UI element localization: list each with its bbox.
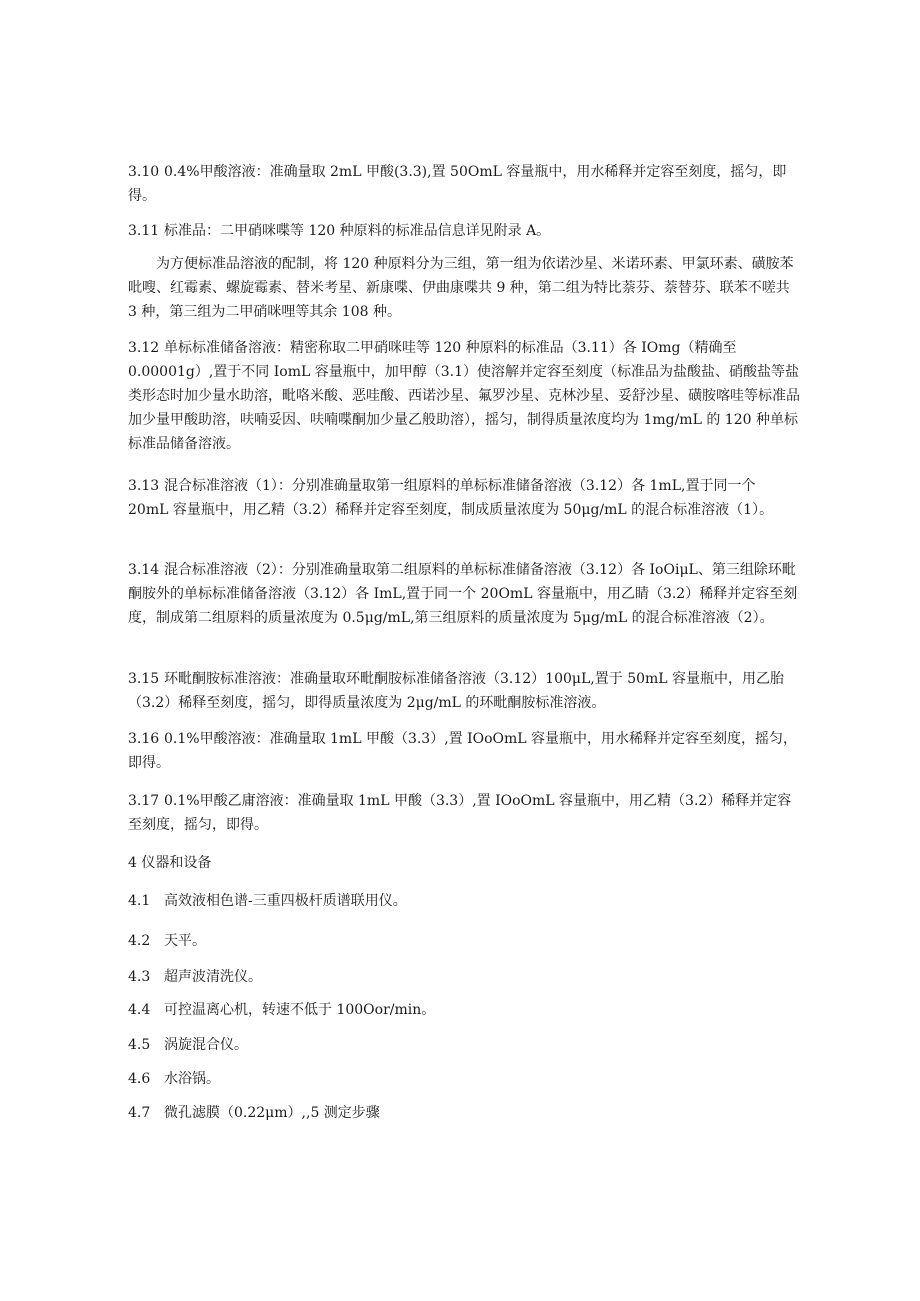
paragraph-grouping	[128, 252, 800, 324]
item-text: 可控温离心机，转速不低于 100Oor/min。	[164, 1002, 436, 1018]
clause-number: 3.17	[128, 793, 160, 809]
clause-text: 环毗酮胺标准溶液：准确量取环毗酮胺标准储备溶液（3.12）100μL,置于 50mL 容量瓶中，用乙胎（3.2）稀释至刻度，摇匀，即得质量浓度为 2μg∕mL 的环毗酮胺标准溶液。	[128, 671, 785, 711]
item-number: 4.6	[128, 1071, 151, 1087]
paragraph-3-12	[128, 336, 800, 456]
equipment-item	[128, 929, 828, 953]
equipment-item	[128, 1067, 828, 1091]
clause-text: 为方便标准品溶液的配制，将 120 种原料分为三组，第一组为依诺沙星、米诺环素、甲氯环素、磺胺苯吡嗖、红霉素、螺旋霉素、替米考星、新康喋、伊曲康喋共 9 种，第二组为特比萘芬、萘替芬、联苯不嗟共 3 种，第三组为二甲硝咪哩等其余 108 种。	[128, 256, 794, 320]
clause-number: 3.10	[128, 164, 160, 180]
equipment-item	[128, 1101, 828, 1125]
clause-text: 混合标准溶液（1）：分别准确量取第一组原料的单标标准储备溶液（3.12）各 1mL,置于同一个 20mL 容量瓶中，用乙精（3.2）稀释并定容至刻度，制成质量浓度为 50μg∕mL 的混合标准溶液（1）。	[128, 478, 774, 518]
clause-number: 3.11	[128, 223, 160, 239]
clause-text: 0.1%甲酸溶液：准确量取 1mL 甲酸（3.3）,置 IOoOmL 容量瓶中，用水稀释并定容至刻度，摇匀，即得。	[128, 731, 798, 771]
equipment-item	[128, 965, 828, 989]
item-number: 4.5	[128, 1037, 151, 1053]
item-number: 4.3	[128, 969, 151, 985]
paragraph-3-14	[128, 558, 800, 630]
item-text: 涡旋混合仪。	[164, 1037, 248, 1053]
clause-text: 标准品：二甲硝咪喋等 120 种原料的标准品信息详见附录 A。	[164, 223, 551, 239]
equipment-item	[128, 998, 828, 1022]
clause-number: 3.13	[128, 478, 160, 494]
paragraph-3-10	[128, 160, 800, 208]
item-number: 4.4	[128, 1002, 151, 1018]
item-text: 水浴锅。	[164, 1071, 220, 1087]
clause-text: 单标标准储备溶液：精密称取二甲硝咪哇等 120 种原料的标准品（3.11）各 IOmg（精确至 0.00001g）,置于不同 IomL 容量瓶中，加甲醇（3.1）使溶解并定容至刻度（标准品为盐酸盐、硝酸盐等盐类形态时加少量水助溶，毗咯米酸、恶哇酸、西诺沙星、氟罗沙星、克林沙星、妥舒沙星、磺胺喀哇等标准品加少量甲酸助溶，呋喃妥因、呋喃喋酮加少量乙般助溶），摇匀，制得质量浓度均为 1mg/mL 的 120 种单标标准品储备溶液。	[128, 340, 800, 452]
clause-number: 3.12	[128, 340, 160, 356]
clause-text: 0.1%甲酸乙庸溶液：准确量取 1mL 甲酸（3.3）,置 IOoOmL 容量瓶中，用乙精（3.2）稀释并定容至刻度，摇匀，即得。	[128, 793, 792, 833]
clause-number: 3.16	[128, 731, 160, 747]
clause-number: 3.15	[128, 671, 160, 687]
clause-text: 混合标准溶液（2）：分别准确量取第二组原料的单标标准储备溶液（3.12）各 IoOiμL、第三组除环毗酮胺外的单标标准储备溶液（3.12）各 ImL,置于同一个 20OmL 容量瓶中，用乙睛（3.2）稀释并定容至刻度，制成第二组原料的质量浓度为 0.5μg∕mL,第三组原料的质量浓度为 5μg∕mL 的混合标准溶液（2）。	[128, 562, 798, 626]
section-heading: 4 仪器和设备	[128, 855, 212, 871]
item-text: 微孔滤膜（0.22μm）,,5 测定步骤	[164, 1105, 380, 1121]
equipment-item	[128, 1033, 828, 1057]
equipment-item	[128, 889, 828, 913]
paragraph-3-15	[128, 667, 800, 715]
item-number: 4.1	[128, 893, 151, 909]
item-text: 高效液相色谱-三重四极杆质谱联用仪。	[164, 893, 407, 909]
item-text: 天平。	[164, 933, 206, 949]
item-text: 超声波清洗仪。	[164, 969, 262, 985]
paragraph-3-11	[128, 219, 800, 243]
paragraph-3-16	[128, 727, 800, 775]
paragraph-3-13	[128, 474, 800, 522]
clause-number: 3.14	[128, 562, 160, 578]
clause-text: 0.4%甲酸溶液：准确量取 2mL 甲酸(3.3),置 50OmL 容量瓶中，用水稀释并定容至刻度，摇匀，即得。	[128, 164, 787, 204]
item-number: 4.7	[128, 1105, 151, 1121]
item-number: 4.2	[128, 933, 151, 949]
paragraph-3-17	[128, 789, 800, 837]
